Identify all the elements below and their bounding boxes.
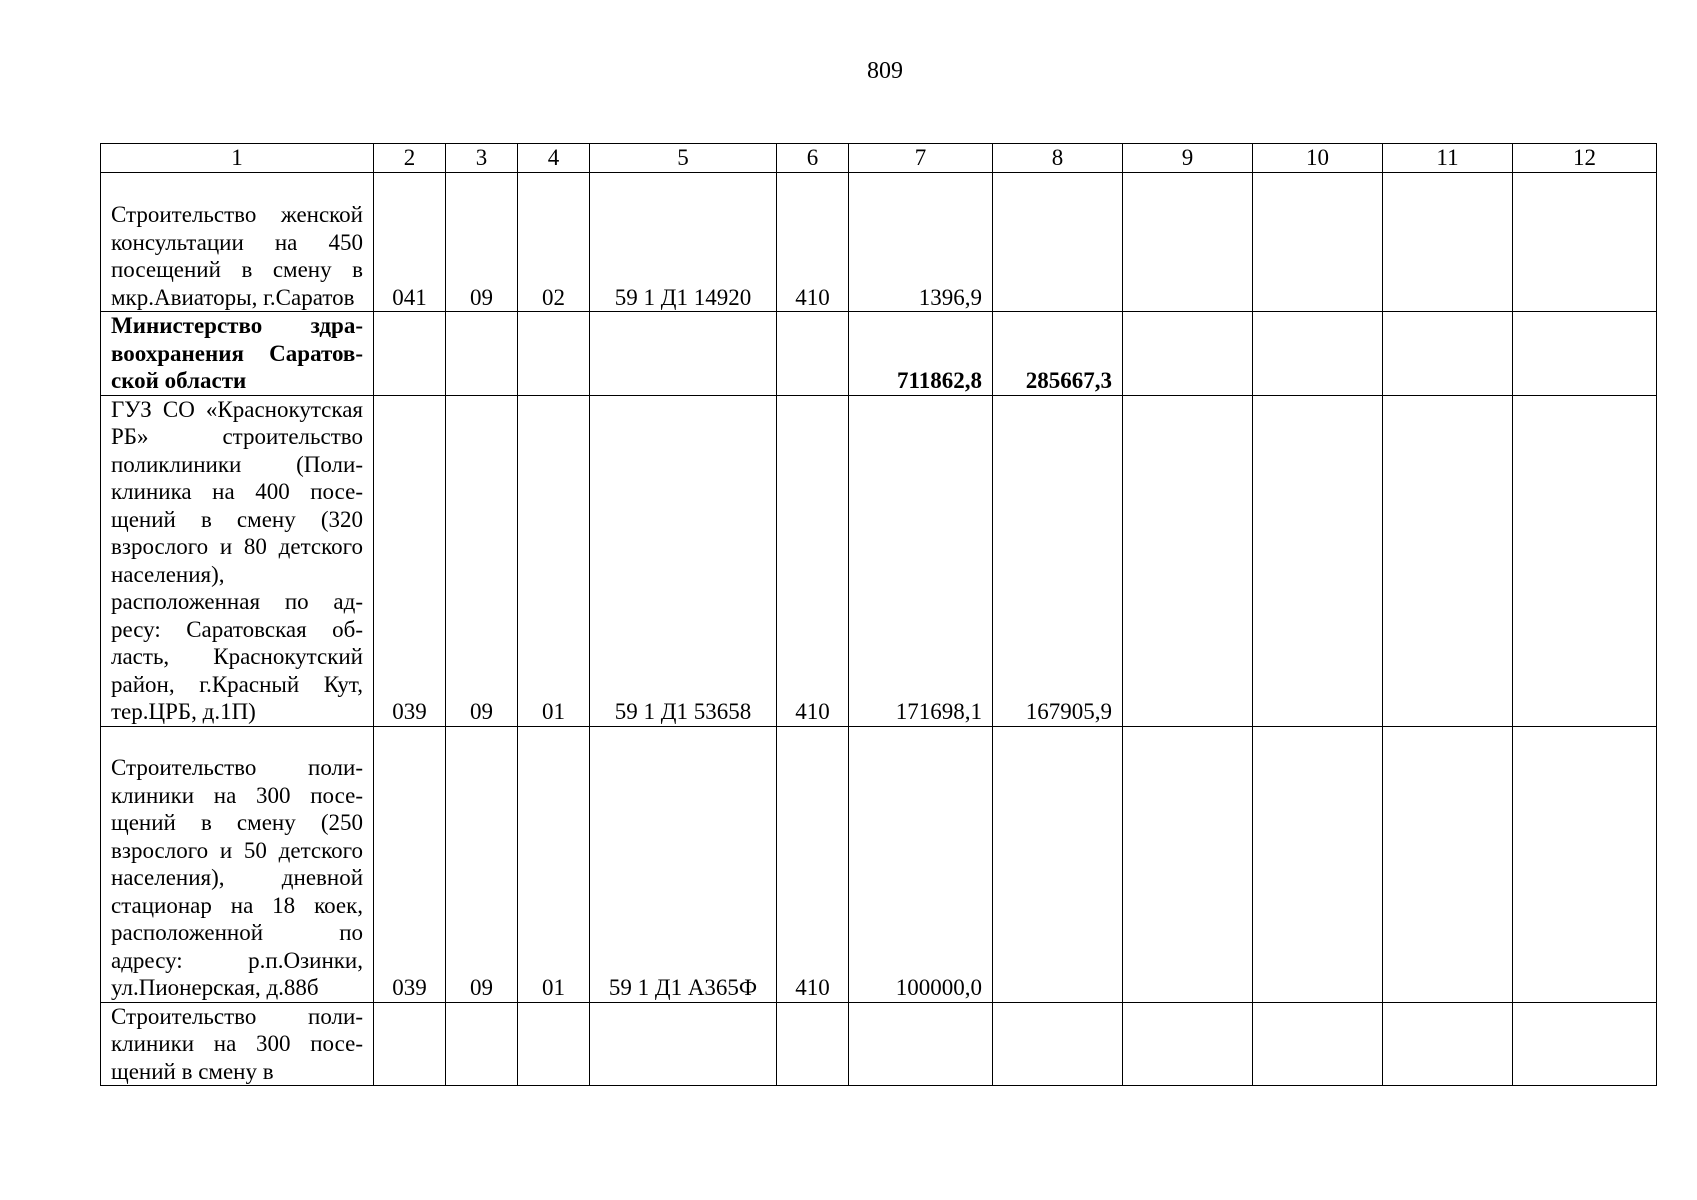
column-number-row	[101, 144, 1657, 173]
page-number: 809	[867, 58, 903, 84]
table-row	[101, 395, 1657, 726]
amount-col-8: 285667,3	[993, 312, 1123, 396]
amount-col-7: 171698,1	[849, 395, 993, 726]
row-description: Строительство женской консультации на 450 посещений в смену в мкр.Авиаторы, г.Саратов	[101, 173, 374, 312]
ministry-code	[374, 312, 446, 396]
amount-col-11	[1383, 1002, 1513, 1086]
column-header: 7	[849, 144, 993, 173]
section-code	[446, 1002, 518, 1086]
column-header: 3	[446, 144, 518, 173]
budget-table	[100, 143, 1657, 1086]
table-row	[101, 1002, 1657, 1086]
column-header: 10	[1253, 144, 1383, 173]
amount-col-9	[1123, 1002, 1253, 1086]
amount-col-10	[1253, 1002, 1383, 1086]
subsection-code: 02	[518, 173, 590, 312]
amount-col-8	[993, 726, 1123, 1002]
column-header: 8	[993, 144, 1123, 173]
section-code	[446, 312, 518, 396]
target-article-code: 59 1 Д1 14920	[590, 173, 777, 312]
amount-col-10	[1253, 173, 1383, 312]
subsection-code	[518, 1002, 590, 1086]
amount-col-8	[993, 1002, 1123, 1086]
row-description: Строительство поликлиники на 300 посещений в смену в	[101, 1002, 374, 1086]
amount-col-7: 711862,8	[849, 312, 993, 396]
amount-col-7: 1396,9	[849, 173, 993, 312]
amount-col-9	[1123, 726, 1253, 1002]
amount-col-12	[1513, 395, 1657, 726]
target-article-code: 59 1 Д1 53658	[590, 395, 777, 726]
ministry-code: 039	[374, 395, 446, 726]
column-header: 12	[1513, 144, 1657, 173]
subsection-code: 01	[518, 395, 590, 726]
amount-col-12	[1513, 726, 1657, 1002]
section-code: 09	[446, 173, 518, 312]
subsection-code: 01	[518, 726, 590, 1002]
amount-col-8: 167905,9	[993, 395, 1123, 726]
expense-type-code: 410	[777, 395, 849, 726]
column-header: 5	[590, 144, 777, 173]
row-description: Строительство поликлиники на 300 посещений в смену (250 взрослого и 50 детского населения), дневной стационар на 18 коек, расположенной по адресу: р.п.Озинки, ул.Пионерская, д.88б	[101, 726, 374, 1002]
section-code: 09	[446, 395, 518, 726]
amount-col-11	[1383, 726, 1513, 1002]
amount-col-7: 100000,0	[849, 726, 993, 1002]
ministry-code: 039	[374, 726, 446, 1002]
subsection-code	[518, 312, 590, 396]
row-description: Министерство здравоохранения Саратовской области	[101, 312, 374, 396]
ministry-code: 041	[374, 173, 446, 312]
expense-type-code	[777, 312, 849, 396]
target-article-code	[590, 1002, 777, 1086]
table-row	[101, 312, 1657, 396]
amount-col-12	[1513, 173, 1657, 312]
amount-col-10	[1253, 726, 1383, 1002]
column-header: 6	[777, 144, 849, 173]
column-header: 2	[374, 144, 446, 173]
amount-col-11	[1383, 395, 1513, 726]
amount-col-7	[849, 1002, 993, 1086]
expense-type-code: 410	[777, 726, 849, 1002]
expense-type-code	[777, 1002, 849, 1086]
column-header: 11	[1383, 144, 1513, 173]
target-article-code	[590, 312, 777, 396]
amount-col-11	[1383, 173, 1513, 312]
row-description: ГУЗ СО «Краснокутская РБ» строительство поликлиники (Поликлиника на 400 посещений в смену (320 взрослого и 80 детского населения), расположенная по адресу: Саратовская область, Краснокутский район, г.Красный Кут, тер.ЦРБ, д.1П)	[101, 395, 374, 726]
column-header: 4	[518, 144, 590, 173]
amount-col-9	[1123, 395, 1253, 726]
amount-col-9	[1123, 312, 1253, 396]
amount-col-10	[1253, 312, 1383, 396]
target-article-code: 59 1 Д1 А365Ф	[590, 726, 777, 1002]
table-row	[101, 726, 1657, 1002]
expense-type-code: 410	[777, 173, 849, 312]
amount-col-12	[1513, 312, 1657, 396]
ministry-code	[374, 1002, 446, 1086]
table-row	[101, 173, 1657, 312]
column-header: 1	[101, 144, 374, 173]
amount-col-8	[993, 173, 1123, 312]
amount-col-11	[1383, 312, 1513, 396]
column-header: 9	[1123, 144, 1253, 173]
section-code: 09	[446, 726, 518, 1002]
amount-col-12	[1513, 1002, 1657, 1086]
amount-col-9	[1123, 173, 1253, 312]
amount-col-10	[1253, 395, 1383, 726]
